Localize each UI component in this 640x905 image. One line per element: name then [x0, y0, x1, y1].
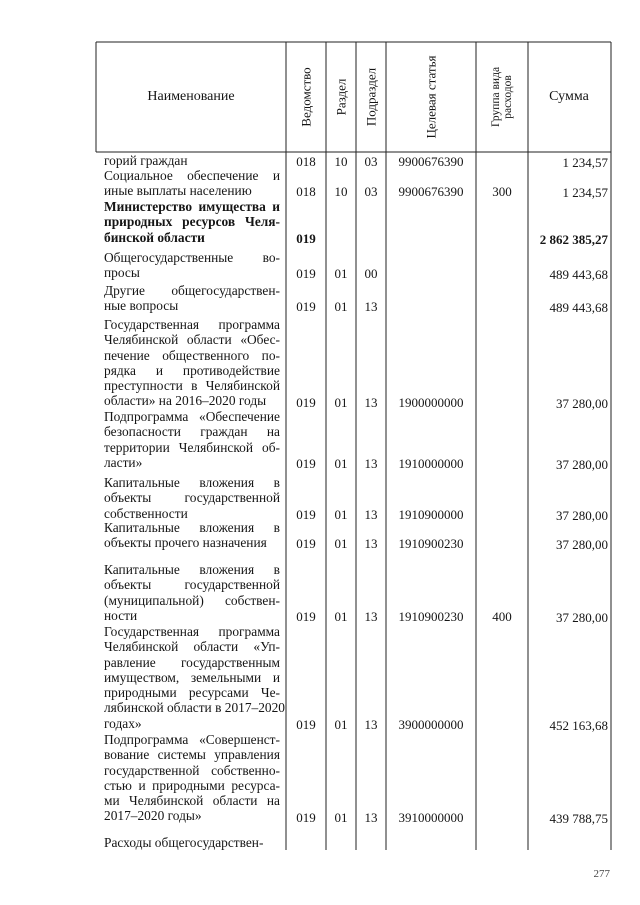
- row-sum: 37 280,00: [556, 609, 608, 625]
- row-ved: 019: [296, 394, 316, 410]
- row-target: 3910000000: [398, 809, 464, 825]
- row-name-line: Подпрограмма «Совершенст-: [104, 732, 280, 747]
- row-podr: 13: [364, 455, 378, 471]
- row-razd: 01: [334, 394, 348, 410]
- row-ved: 018: [296, 184, 316, 200]
- row-podr: 03: [364, 184, 378, 200]
- row-name-line: Подпрограмма «Обеспечение: [104, 409, 280, 424]
- header-gruppa-line2: расходов: [502, 75, 514, 119]
- row-razd: 01: [334, 455, 348, 471]
- row-podr: 13: [364, 506, 378, 522]
- row-sum: 489 443,68: [549, 267, 608, 283]
- row-sum: 439 788,75: [549, 810, 608, 826]
- row-sum: 452 163,68: [549, 717, 608, 733]
- row-ved: 019: [296, 809, 316, 825]
- row-sum: 2 862 385,27: [539, 231, 608, 247]
- row-name-line: ности: [104, 607, 138, 623]
- row-name-line: Челябинской области «Уп-: [104, 639, 280, 655]
- row-name: [104, 520, 280, 551]
- row-name-line: государственной собственно-: [104, 762, 280, 778]
- row-target: 9900676390: [398, 154, 464, 169]
- row-target: 1900000000: [398, 394, 464, 410]
- row-name: [104, 199, 280, 245]
- row-target: 3900000000: [398, 716, 464, 732]
- row-sum: 1 234,57: [562, 155, 608, 170]
- row-podr: 00: [364, 266, 378, 282]
- row-name-line: области» на 2016–2020 годы: [104, 393, 267, 409]
- header-podrazdel: Подраздел: [363, 67, 379, 127]
- row-name-line: бинской области: [104, 229, 205, 245]
- row-name-line: стью и природными ресурса-: [104, 777, 280, 793]
- row-name-line: вование системы управления: [104, 747, 280, 763]
- row-podr: 13: [364, 394, 378, 410]
- row-name: [104, 168, 280, 199]
- row-name-line: природных ресурсов Челя-: [104, 214, 280, 230]
- row-name: [104, 283, 280, 314]
- row-razd: 01: [334, 608, 348, 624]
- row-name: [104, 250, 280, 281]
- row-name: [104, 475, 280, 521]
- row-name: [104, 409, 280, 470]
- row-razd: 10: [334, 154, 348, 169]
- row-name-line: объекты прочего назначения: [104, 535, 267, 551]
- row-name-line: 2017–2020 годы»: [104, 808, 202, 824]
- row-name-line: объекты государственной: [104, 577, 280, 593]
- row-razd: 01: [334, 299, 348, 315]
- row-target: 1910900230: [398, 608, 464, 624]
- row-target: 1910000000: [398, 455, 464, 471]
- header-tselevaya-cell: [386, 42, 476, 152]
- header-gruppa: [490, 67, 514, 127]
- row-podr: 13: [364, 536, 378, 552]
- row-name-line: Государственная программа: [104, 624, 280, 639]
- row-razd: 01: [334, 506, 348, 522]
- row-name-line: Капитальные вложения в: [104, 475, 280, 490]
- row-ved: 019: [296, 455, 316, 471]
- row-ved: 019: [296, 506, 316, 522]
- row-name-line: равление государственным: [104, 654, 280, 670]
- row-podr: 03: [364, 154, 378, 169]
- row-name: [104, 153, 280, 168]
- row-name-line: иные выплаты населению: [104, 183, 252, 199]
- row-name-line: печение общественного по-: [104, 347, 280, 363]
- header-razdel: Раздел: [333, 78, 349, 116]
- row-name-line: преступности в Челябинской: [104, 378, 280, 394]
- row-name-line: Общегосударственные во-: [104, 250, 280, 265]
- header-vedomstvo: Ведомство: [298, 67, 314, 127]
- row-name-line: Государственная программа: [104, 317, 280, 332]
- row-name-line: просы: [104, 265, 140, 281]
- row-sum: 37 280,00: [556, 537, 608, 553]
- row-razd: 01: [334, 536, 348, 552]
- row-podr: 13: [364, 299, 378, 315]
- row-name-line: ные вопросы: [104, 298, 179, 314]
- row-name-line: годах»: [104, 715, 142, 731]
- row-ved: 019: [296, 266, 316, 282]
- row-sum: 37 280,00: [556, 395, 608, 411]
- row-name-line: ласти»: [104, 454, 143, 470]
- row-group: 400: [492, 608, 512, 624]
- row-sum: 1 234,57: [562, 185, 608, 201]
- row-ved: 019: [296, 716, 316, 732]
- row-name-line: Социальное обеспечение и: [104, 168, 280, 183]
- page-number: 277: [593, 868, 610, 880]
- row-name-line: Капитальные вложения в: [104, 562, 280, 577]
- row-name-line: Расходы общегосударствен-: [104, 835, 264, 850]
- row-target: 1910900230: [398, 536, 464, 552]
- header-gruppa-line1: Группа вида: [490, 66, 502, 128]
- row-ved: 019: [296, 299, 316, 315]
- row-target: 1910900000: [398, 506, 464, 522]
- header-name: Наименование: [147, 89, 235, 104]
- row-name-line: Челябинской области «Обес-: [104, 332, 280, 348]
- row-razd: 01: [334, 266, 348, 282]
- row-podr: 13: [364, 608, 378, 624]
- row-name-line: рядка и противодействие: [104, 362, 280, 378]
- row-name-line: (муниципальной) собствен-: [104, 592, 280, 608]
- row-name-line: горий граждан: [104, 153, 188, 168]
- row-name-line: Министерство имущества и: [104, 199, 280, 214]
- row-name-line: объекты государственной: [104, 490, 280, 506]
- row-razd: 01: [334, 809, 348, 825]
- row-sum: 37 280,00: [556, 507, 608, 523]
- row-target: 9900676390: [398, 184, 464, 200]
- row-sum: 37 280,00: [556, 456, 608, 472]
- row-group: 300: [492, 184, 512, 200]
- row-name-line: собственности: [104, 505, 188, 521]
- header-razdel-cell: [326, 42, 356, 152]
- row-name-line: безопасности граждан на: [104, 424, 280, 440]
- row-name: [104, 835, 280, 850]
- row-podr: 13: [364, 809, 378, 825]
- row-name-line: ми Челябинской области на: [104, 793, 280, 809]
- header-summa: Сумма: [549, 89, 589, 104]
- row-name: [104, 732, 280, 824]
- row-sum: 489 443,68: [549, 300, 608, 316]
- row-name: [104, 562, 280, 623]
- row-ved: 019: [296, 536, 316, 552]
- header-gruppa-cell: [476, 42, 528, 152]
- row-ved: 018: [296, 154, 316, 169]
- row-name-line: Капитальные вложения в: [104, 520, 280, 535]
- row-name-line: природными ресурсами Че-: [104, 685, 280, 701]
- row-podr: 13: [364, 716, 378, 732]
- row-razd: 10: [334, 184, 348, 200]
- row-name-line: лябинской области в 2017–2020: [104, 700, 286, 716]
- row-name-line: имуществом, земельными и: [104, 669, 280, 685]
- header-vedomstvo-cell: [286, 42, 326, 152]
- row-razd: 01: [334, 716, 348, 732]
- row-name: [104, 317, 280, 409]
- row-ved: 019: [296, 230, 316, 246]
- header-tselevaya: Целевая статья: [423, 55, 439, 139]
- row-name: [104, 624, 286, 731]
- header-podrazdel-cell: [356, 42, 386, 152]
- row-name-line: Другие общегосударствен-: [104, 283, 280, 298]
- row-ved: 019: [296, 608, 316, 624]
- row-name-line: территории Челябинской об-: [104, 439, 280, 455]
